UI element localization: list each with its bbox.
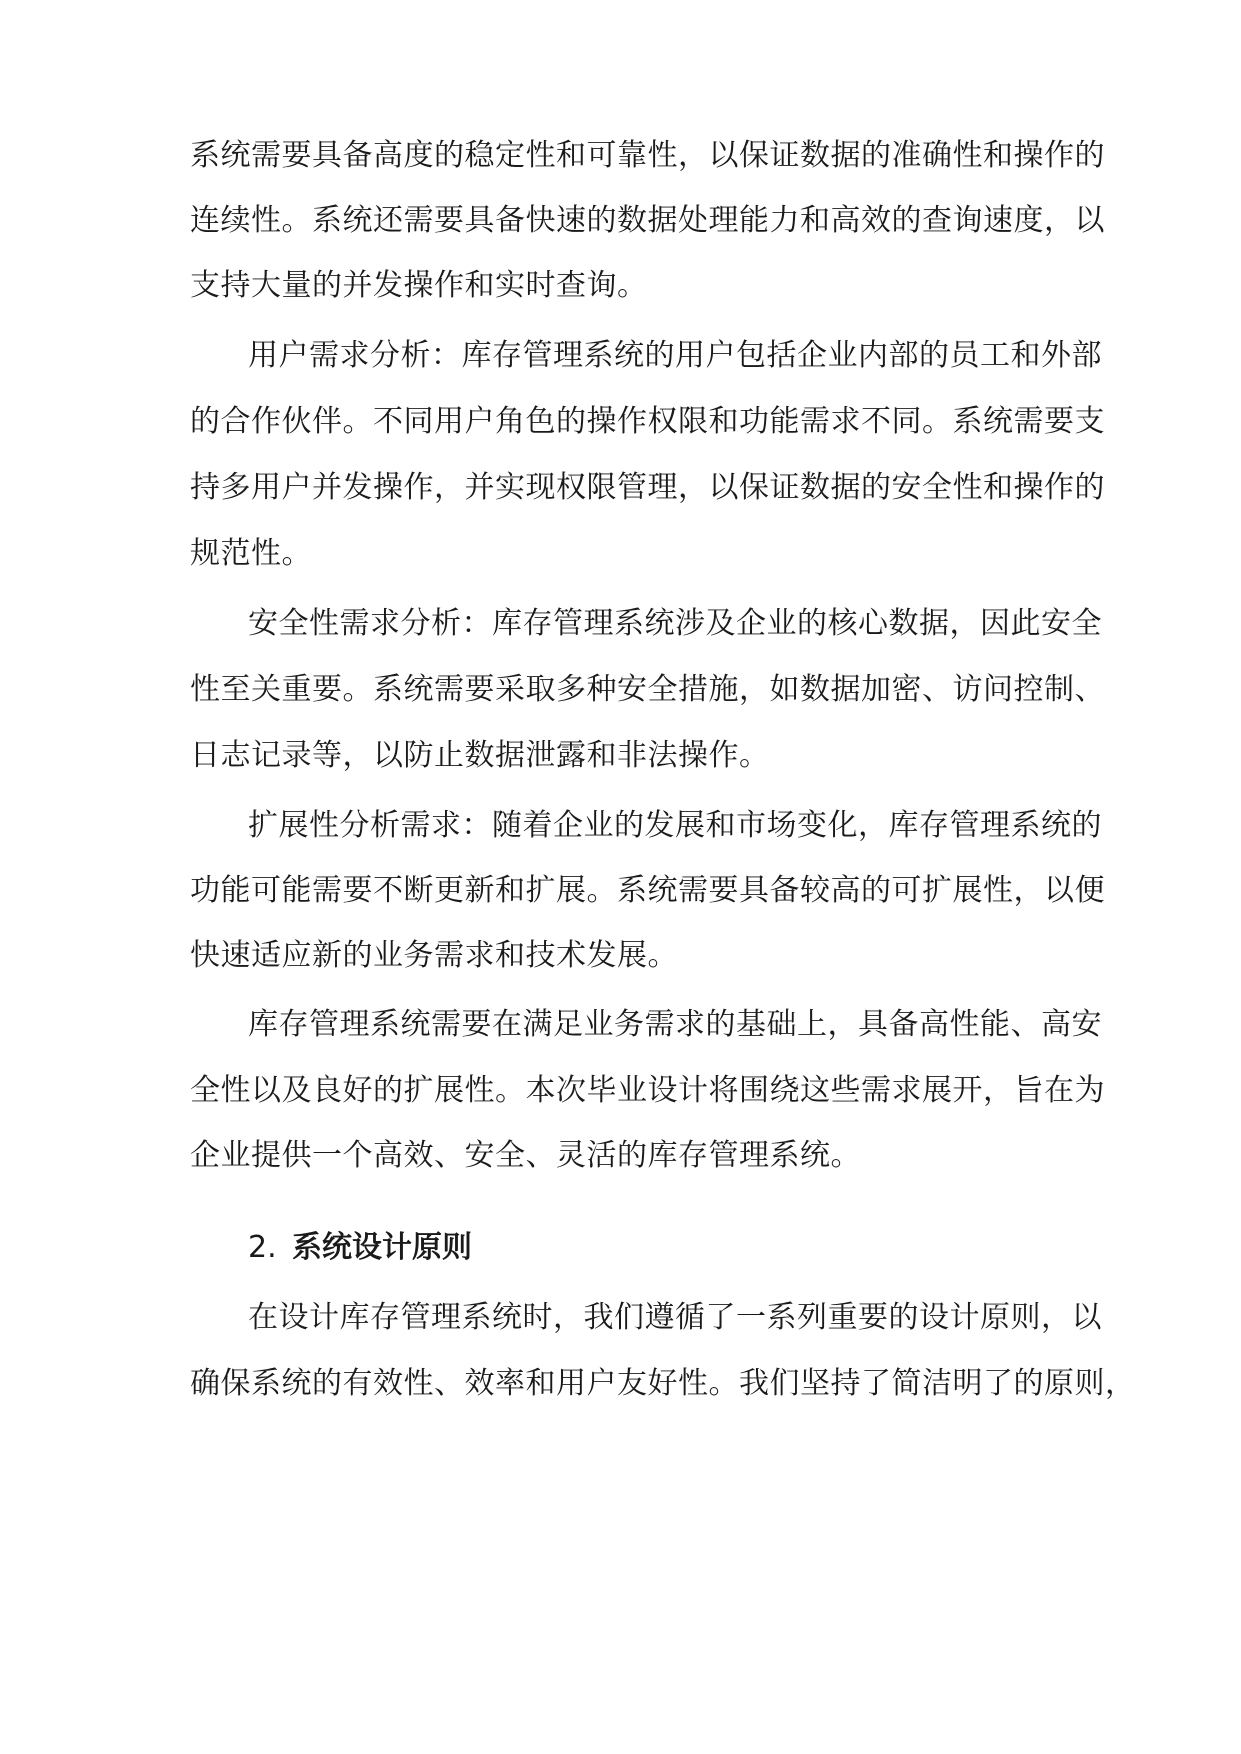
- paragraph-4-line-1: 扩展性分析需求：随着企业的发展和市场变化，库存管理系统的: [248, 808, 1102, 843]
- paragraph-2-line-1: 用户需求分析：库存管理系统的用户包括企业内部的员工和外部: [248, 338, 1102, 373]
- paragraph-6-line-2: 确保系统的有效性、效率和用户友好性。我们坚持了简洁明了的原则，: [190, 1366, 1136, 1401]
- section-number: 2.: [248, 1230, 277, 1265]
- paragraph-1-line-2: 连续性。系统还需要具备快速的数据处理能力和高效的查询速度，以: [190, 203, 1105, 238]
- paragraph-4-line-3: 快速适应新的业务需求和技术发展。: [190, 938, 678, 973]
- paragraph-2-line-3: 持多用户并发操作，并实现权限管理，以保证数据的安全性和操作的: [190, 470, 1105, 505]
- section-title: 系统设计原则: [292, 1230, 472, 1265]
- paragraph-5-line-3: 企业提供一个高效、安全、灵活的库存管理系统。: [190, 1138, 861, 1173]
- paragraph-3-line-2: 性至关重要。系统需要采取多种安全措施，如数据加密、访问控制、: [190, 672, 1105, 707]
- paragraph-1-line-3: 支持大量的并发操作和实时查询。: [190, 268, 648, 303]
- paragraph-5-line-2: 全性以及良好的扩展性。本次毕业设计将围绕这些需求展开，旨在为: [190, 1073, 1105, 1108]
- section-heading: [248, 1228, 472, 1268]
- paragraph-1-line-1: 系统需要具备高度的稳定性和可靠性，以保证数据的准确性和操作的: [190, 138, 1105, 173]
- paragraph-5-line-1: 库存管理系统需要在满足业务需求的基础上，具备高性能、高安: [248, 1007, 1102, 1042]
- paragraph-3-line-3: 日志记录等，以防止数据泄露和非法操作。: [190, 738, 770, 773]
- paragraph-6-line-1: 在设计库存管理系统时，我们遵循了一系列重要的设计原则，以: [248, 1300, 1102, 1335]
- paragraph-4-line-2: 功能可能需要不断更新和扩展。系统需要具备较高的可扩展性，以便: [190, 873, 1105, 908]
- paragraph-3-line-1: 安全性需求分析：库存管理系统涉及企业的核心数据，因此安全: [248, 606, 1102, 641]
- paragraph-2-line-4: 规范性。: [190, 536, 312, 571]
- paragraph-2-line-2: 的合作伙伴。不同用户角色的操作权限和功能需求不同。系统需要支: [190, 404, 1105, 439]
